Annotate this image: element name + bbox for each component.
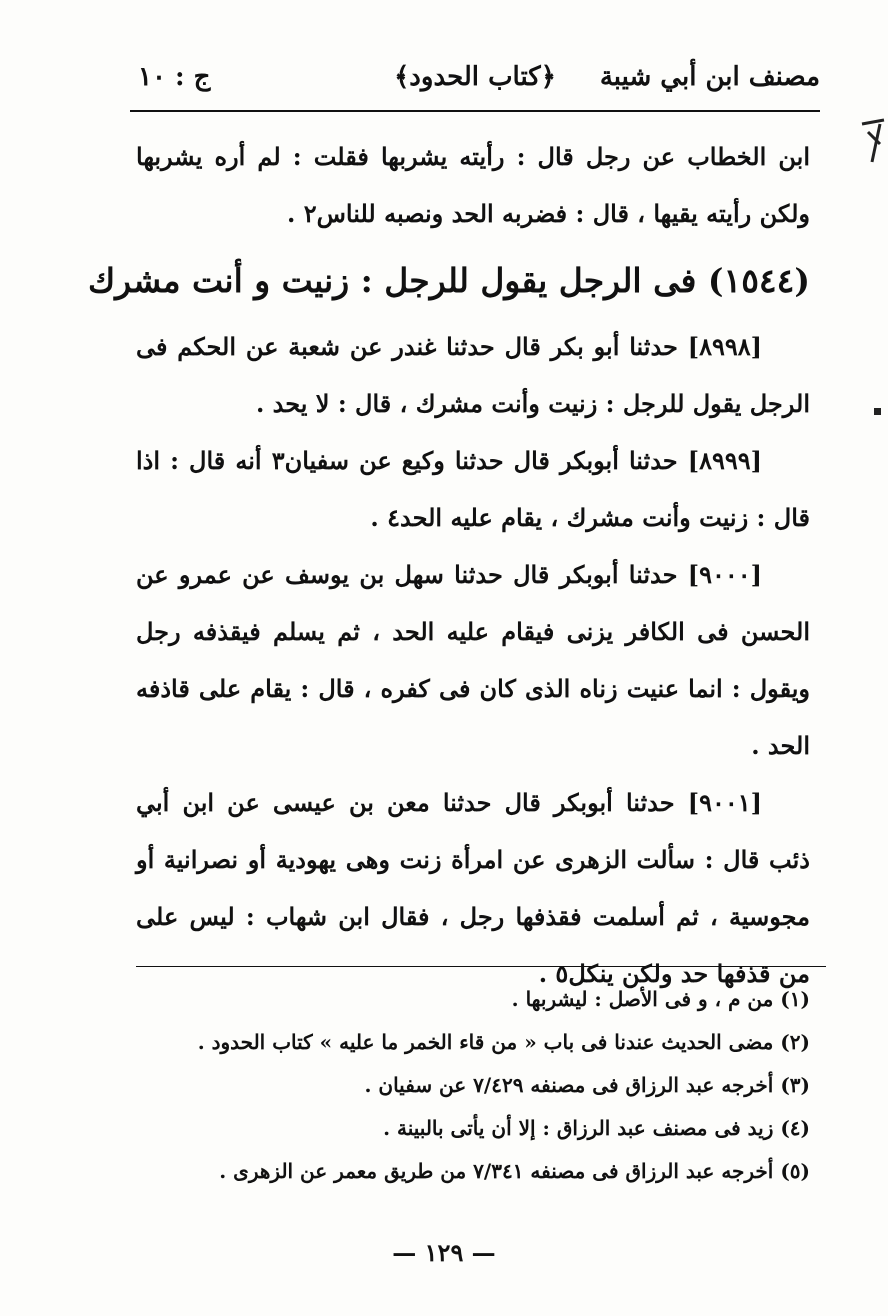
running-header [130,56,820,106]
main-text [87,128,810,1002]
book-title: مصنف ابن أبي شيبة [599,62,820,92]
footnote-3: (٣) أخرجه عبد الرزاق فى مصنفه ٧/٤٢٩ عن سفيان . [364,1073,810,1097]
margin-dot [874,408,881,415]
hadith-8998: [٨٩٩٨] حدثنا أبو بكر قال حدثنا غندر عن شعبة عن الحكم فى الرجل يقول للرجل : زنيت وأنت مشرك ، قال : لا يحد . [136,332,810,418]
hadith-9000: [٩٠٠٠] حدثنا أبوبكر قال حدثنا سهل بن يوسف عن عمرو عن الحسن فى الكافر يزنى فيقام عليه الحد ، ثم يسلم فيقذفه رجل ويقول : انما عنيت زناه الذى كان فى كفره ، قال : يقام على قاذفه الحد . [136,560,810,760]
volume-number: ج : ١٠ [138,62,211,92]
page-number: — ١٢٩ — [392,1238,496,1267]
chapter-title: ﴿كتاب الحدود﴾ [394,62,556,92]
hadith-8999: [٨٩٩٩] حدثنا أبوبكر قال حدثنا وكيع عن سفيان٣ أنه قال : اذا قال : زنيت وأنت مشرك ، يقام عليه الحد٤ . [136,446,810,532]
footnote-4: (٤) زيد فى مصنف عبد الرزاق : إلا أن يأتى بالبينة . [383,1116,810,1140]
header-divider [130,110,820,112]
footnote-5: (٥) أخرجه عبد الرزاق فى مصنفه ٧/٣٤١ من طريق معمر عن الزهرى . [219,1159,810,1183]
margin-mark-icon [858,118,888,168]
hadith-9001: [٩٠٠١] حدثنا أبوبكر قال حدثنا معن بن عيسى عن ابن أبي ذئب قال : سألت الزهرى عن امرأة زنت وهى يهودية أو نصرانية أو مجوسية ، ثم أسلمت فقذفها رجل ، فقال ابن شهاب : ليس على من قذفها حد ولكن ينكل٥ . [136,788,810,988]
footnote-1: (١) من م ، و فى الأصل : ليشربها . [511,987,810,1011]
footnote-2: (٢) مضى الحديث عندنا فى باب « من قاء الخمر ما عليه » كتاب الحدود . [197,1030,810,1054]
paragraph-continuation: ابن الخطاب عن رجل قال : رأيته يشربها فقلت : لم أره يشربها ولكن رأيته يقيها ، قال : فضربه الحد ونصبه للناس٢ . [136,142,810,228]
footnotes [136,978,810,1193]
footnote-divider [136,966,826,967]
section-heading: (١٥٤٤) فى الرجل يقول للرجل : زنيت و أنت مشرك [87,261,810,300]
